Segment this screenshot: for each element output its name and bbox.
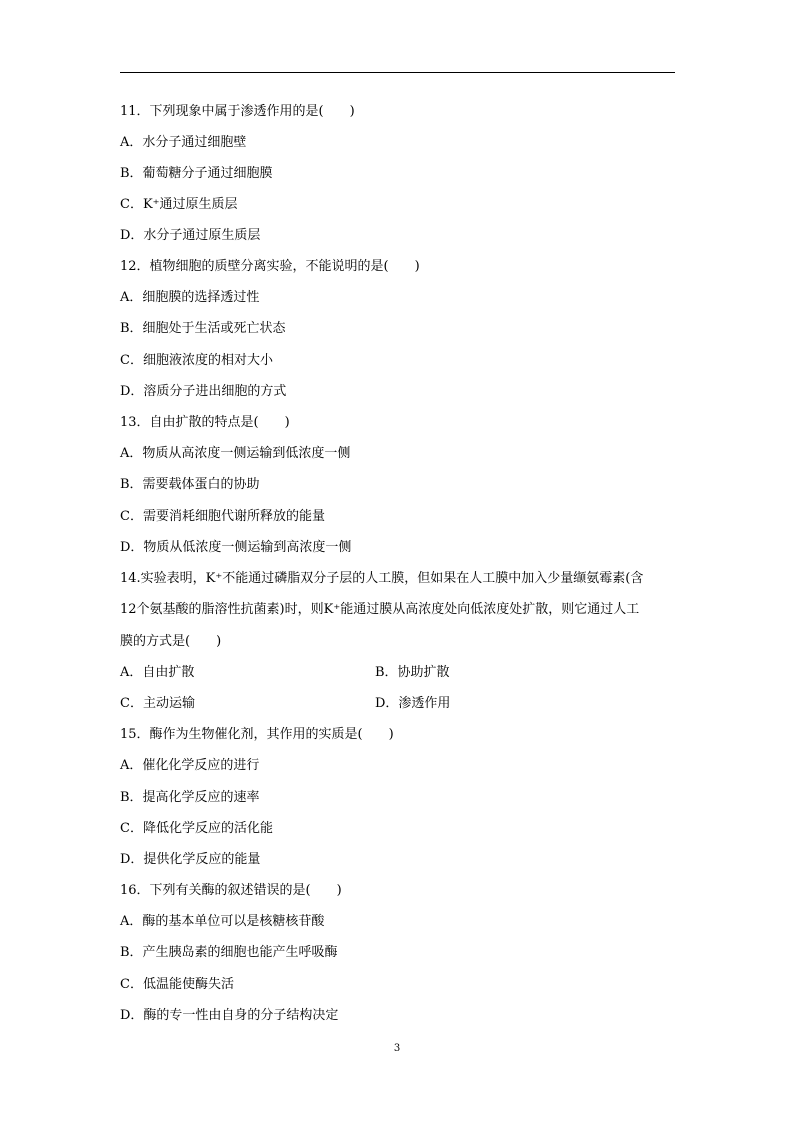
question-15-option-a: A．催化化学反应的进行: [120, 758, 260, 773]
question-11-option-a: A．水分子通过细胞壁: [120, 135, 247, 150]
question-12-stem: 12．植物细胞的质壁分离实验，不能说明的是( ): [120, 259, 420, 274]
question-14-stem-line-1: 14.实验表明，K⁺不能通过磷脂双分子层的人工膜，但如果在人工膜中加入少量缬氨霉素(含: [120, 571, 644, 586]
question-11-option-d: D．水分子通过原生质层: [120, 228, 261, 243]
question-14-stem-line-3: 膜的方式是( ): [120, 634, 222, 649]
question-14-stem-line-2: 12个氨基酸的脂溶性抗菌素)时，则K⁺能通过膜从高浓度处向低浓度处扩散，则它通过人工: [120, 602, 640, 617]
question-15-stem: 15．酶作为生物催化剂，其作用的实质是( ): [120, 727, 394, 742]
question-12-option-b: B．细胞处于生活或死亡状态: [120, 321, 286, 336]
question-16-option-b: B．产生胰岛素的细胞也能产生呼吸酶: [120, 945, 338, 960]
question-11-option-b: B．葡萄糖分子通过细胞膜: [120, 166, 273, 181]
question-16-option-c: C．低温能使酶失活: [120, 977, 234, 992]
question-16-stem: 16．下列有关酶的叙述错误的是( ): [120, 883, 342, 898]
question-13-option-d: D．物质从低浓度一侧运输到高浓度一侧: [120, 540, 352, 555]
question-13-option-b: B．需要载体蛋白的协助: [120, 477, 260, 492]
question-12-option-c: C．细胞液浓度的相对大小: [120, 353, 273, 368]
page-number: 3: [393, 1043, 401, 1054]
question-14-option-b: B．协助扩散: [375, 665, 450, 680]
question-11-option-c: C．K⁺通过原生质层: [120, 197, 238, 212]
question-14-option-c: C．主动运输: [120, 696, 195, 711]
question-12-option-d: D．溶质分子进出细胞的方式: [120, 384, 287, 399]
question-13-option-c: C．需要消耗细胞代谢所释放的能量: [120, 509, 325, 524]
question-11-stem: 11．下列现象中属于渗透作用的是( ): [120, 104, 355, 119]
question-13-stem: 13．自由扩散的特点是( ): [120, 415, 290, 430]
question-12-option-a: A．细胞膜的选择透过性: [120, 290, 260, 305]
question-16-option-d: D．酶的专一性由自身的分子结构决定: [120, 1008, 339, 1023]
question-15-option-d: D．提供化学反应的能量: [120, 852, 261, 867]
question-14-option-a: A．自由扩散: [120, 665, 195, 680]
question-13-option-a: A．物质从高浓度一侧运输到低浓度一侧: [120, 446, 351, 461]
question-15-option-b: B．提高化学反应的速率: [120, 790, 260, 805]
question-16-option-a: A．酶的基本单位可以是核糖核苷酸: [120, 914, 325, 929]
question-14-option-d: D．渗透作用: [375, 696, 451, 711]
header-rule: [120, 72, 675, 73]
question-15-option-c: C．降低化学反应的活化能: [120, 821, 273, 836]
